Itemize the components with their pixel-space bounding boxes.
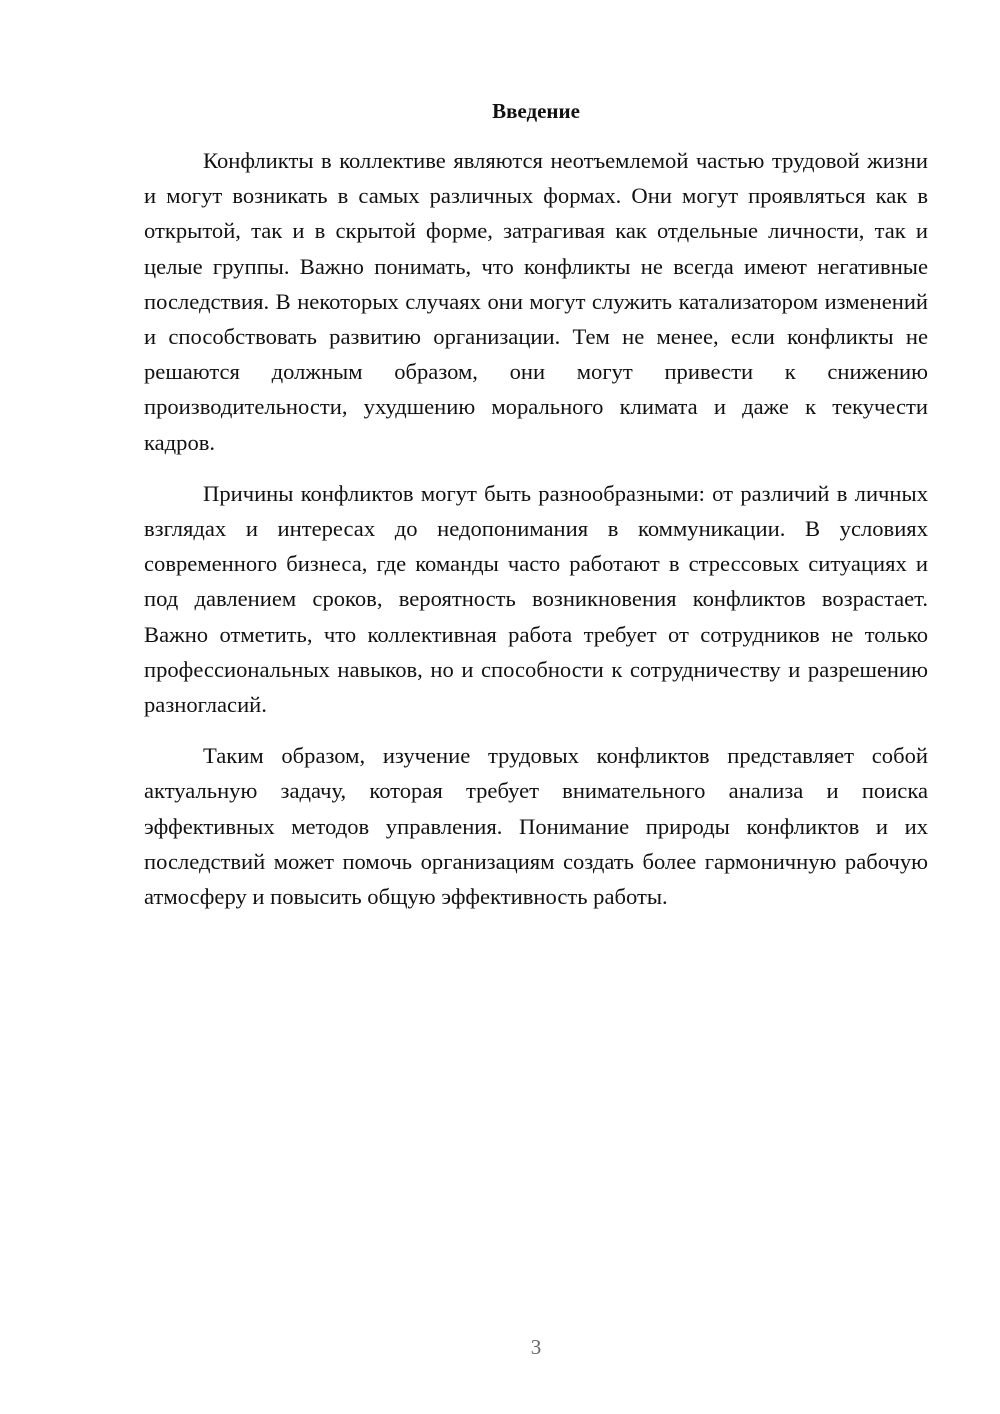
paragraph-2: Причины конфликтов могут быть разнообразными: от различий в личных взглядах и интересах до недопонимания в коммуникации. В условиях современного бизнеса, где команды часто работают в стрессовых ситуациях и под давлением сроков, вероятность возникновения конфликтов возрастает. Важно отметить, что коллективная работа требует от сотрудников не только профессиональных навыков, но и способности к сотрудничеству и разрешению разногласий.	[144, 480, 928, 718]
paragraph-1: Конфликты в коллективе являются неотъемлемой частью трудовой жизни и могут возникать в самых различных формах. Они могут проявляться как в открытой, так и в скрытой форме, затрагивая как отдельные личности, так и целые группы. Важно понимать, что конфликты не всегда имеют негативные последствия. В некоторых случаях они могут служить катализатором изменений и способствовать развитию организации. Тем не менее, если конфликты не решаются должным образом, они могут привести к снижению производительности, ухудшению морального климата и даже к текучести кадров.	[144, 148, 928, 455]
page-number: 3	[530, 1335, 542, 1359]
paragraph-3: Таким образом, изучение трудовых конфликтов представляет собой актуальную задачу, которая требует внимательного анализа и поиска эффективных методов управления. Понимание природы конфликтов и их последствий может помочь организациям создать более гармоничную рабочую атмосферу и повысить общую эффективность работы.	[144, 743, 928, 910]
body-text	[144, 143, 928, 930]
section-heading: Введение	[492, 99, 580, 123]
